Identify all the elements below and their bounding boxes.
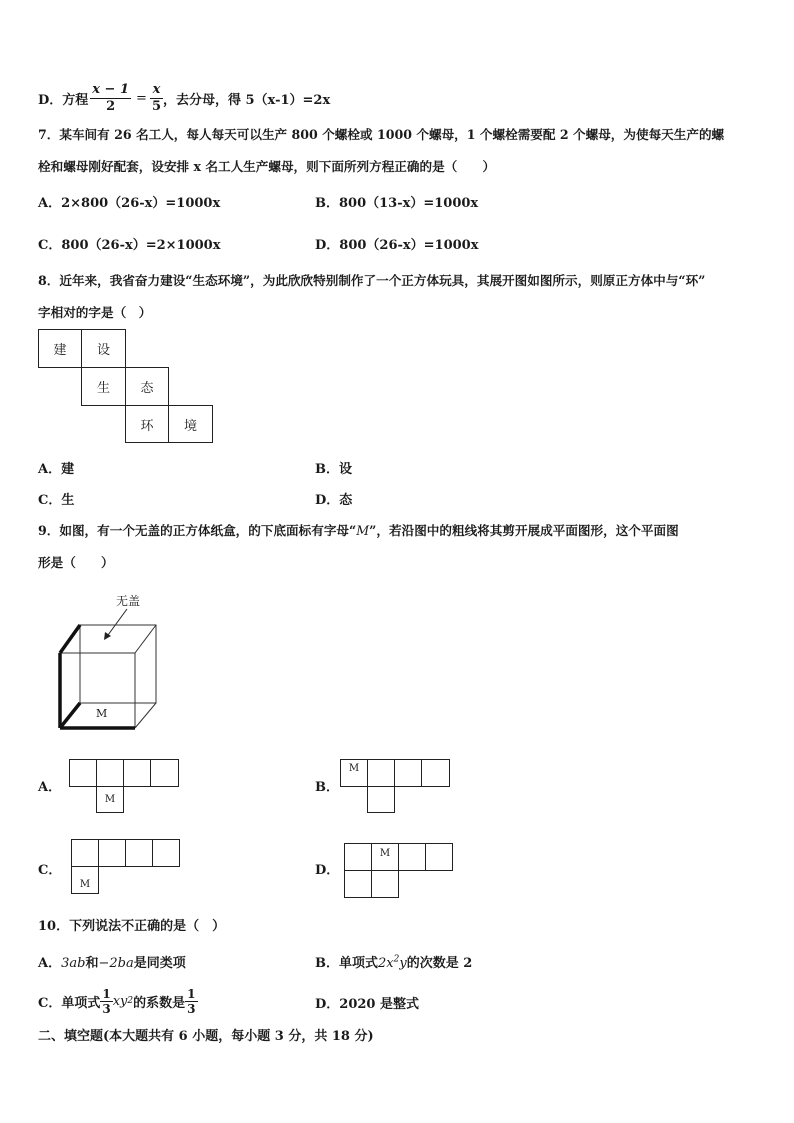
net-c-cell — [152, 839, 180, 867]
net-c-cell — [98, 839, 126, 867]
q6d-frac2-num: x — [150, 82, 163, 99]
q6d-frac1-num: x − 1 — [92, 81, 130, 97]
q10c-fraction-1 — [100, 987, 112, 1016]
q9-line-1-b: ”，若沿图中的粗线将其剪开展成平面图形，这个平面图 — [369, 523, 679, 538]
q10b-expr: 2x — [378, 956, 394, 971]
net-a-cell-m: M — [96, 786, 124, 813]
net-c-cell-m: M — [71, 866, 99, 894]
q6d-fraction-1 — [90, 82, 131, 115]
q6d-fraction-2 — [150, 82, 163, 115]
q6d-label: D．方程 — [38, 92, 89, 108]
q10c-prefix: C．单项式 — [38, 995, 101, 1011]
open-cube-figure — [50, 605, 170, 735]
q10b-exponent: 2 — [393, 954, 400, 965]
q10-option-c — [38, 984, 198, 1018]
net-b-cell — [394, 759, 422, 787]
cube-m-letter: M — [96, 707, 108, 720]
q9-option-b-label: B． — [315, 780, 339, 795]
net-a-cell — [150, 759, 179, 787]
q9-option-c-label: C． — [38, 863, 62, 878]
q10a-prefix: A． — [38, 956, 62, 971]
q8-line-1: 8．近年来，我省奋力建设“生态环境”，为此欣欣特别制作了一个正方体玩具，其展开图如图所示，则原正方体中与“环” — [38, 273, 706, 288]
q10a-term-1: 3ab — [61, 956, 86, 971]
q10b-prefix: B．单项式 — [315, 956, 378, 971]
net-d-cell — [371, 870, 399, 898]
q9-line-1-m: M — [356, 523, 370, 538]
q7-line-1: 7．某车间有 26 名工人，每人每天可以生产 800 个螺栓或 1000 个螺母，1 个螺栓需要配 2 个螺母，为使每天生产的螺 — [38, 127, 725, 142]
q9-line-1 — [38, 520, 679, 539]
net-d-cell — [344, 843, 372, 871]
net-d-cell — [425, 843, 453, 871]
net-a-cell — [96, 759, 124, 787]
section-2-heading: 二、填空题(本大题共有 6 小题，每小题 3 分，共 18 分) — [38, 1029, 374, 1044]
net-d-cell — [344, 870, 372, 898]
q7-option-c: C．800（26-x）=2×1000x — [38, 238, 221, 253]
net-b-cell — [421, 759, 450, 787]
net-b-cell-m: M — [340, 759, 368, 787]
q8-option-a: A．建 — [38, 462, 75, 477]
q10-stem: 10．下列说法不正确的是（ ） — [38, 919, 226, 934]
net-cell-jian: 建 — [38, 329, 82, 368]
q10-option-a — [38, 952, 186, 971]
q10b-post: 的次数是 2 — [406, 956, 473, 971]
q7-option-d: D．800（26-x）=1000x — [315, 238, 479, 253]
q9-option-a-label: A． — [38, 780, 62, 795]
cube-lid-label: 无盖 — [116, 594, 141, 608]
q10-option-b — [315, 952, 472, 971]
net-b-cell — [367, 786, 395, 813]
q8-option-c: C．生 — [38, 493, 75, 508]
q10c-fraction-2 — [185, 987, 197, 1016]
q10c-frac1-den: 3 — [102, 1001, 111, 1016]
net-b-cell — [367, 759, 395, 787]
q10a-post: 是同类项 — [133, 956, 186, 971]
q8-option-b: B．设 — [315, 462, 352, 477]
q10c-mid: 的系数是 — [133, 995, 186, 1011]
q7-option-a: A．2×800（26-x）=1000x — [38, 196, 221, 211]
net-a-cell — [123, 759, 151, 787]
q6d-tail: ，去分母，得 5（x-1）=2x — [162, 92, 331, 108]
q10a-mid: 和 — [85, 956, 99, 971]
q9-option-d-label: D． — [315, 863, 340, 878]
q7-option-b: B．800（13-x）=1000x — [315, 196, 479, 211]
q10c-frac1-num: 1 — [102, 986, 111, 1001]
q10c-frac2-den: 3 — [187, 1001, 196, 1016]
q6d-frac1-den: 2 — [106, 98, 116, 114]
net-a-cell — [69, 759, 97, 787]
net-cell-tai: 态 — [125, 367, 169, 406]
q10c-expr: xy — [112, 993, 128, 1009]
q6-option-d — [38, 80, 330, 116]
q10b-y: y — [399, 956, 407, 971]
net-c-cell — [125, 839, 153, 867]
q8-option-d: D．态 — [315, 493, 353, 508]
q10a-term-2: −2ba — [98, 956, 134, 971]
net-cell-sheng: 生 — [81, 367, 126, 406]
q10-option-d: D．2020 是整式 — [315, 997, 419, 1012]
q7-line-2: 栓和螺母刚好配套，设安排 x 名工人生产螺母，则下面所列方程正确的是（ ） — [38, 159, 496, 174]
net-cell-she: 设 — [81, 329, 126, 368]
net-d-cell — [398, 843, 426, 871]
q9-line-2: 形是（ ） — [38, 555, 114, 570]
q6d-frac2-den: 5 — [151, 98, 161, 114]
net-cell-jing: 境 — [168, 405, 213, 443]
q10c-exponent: 2 — [127, 996, 134, 1006]
net-d-cell-m: M — [371, 843, 399, 871]
q8-line-2: 字相对的字是（ ） — [38, 305, 152, 320]
net-cell-huan: 环 — [125, 405, 169, 443]
net-c-cell — [71, 839, 99, 867]
q9-line-1-a: 9．如图，有一个无盖的正方体纸盒，的下底面标有字母“ — [38, 523, 357, 538]
q10c-frac2-num: 1 — [187, 986, 196, 1001]
q6d-equals: = — [136, 90, 147, 106]
